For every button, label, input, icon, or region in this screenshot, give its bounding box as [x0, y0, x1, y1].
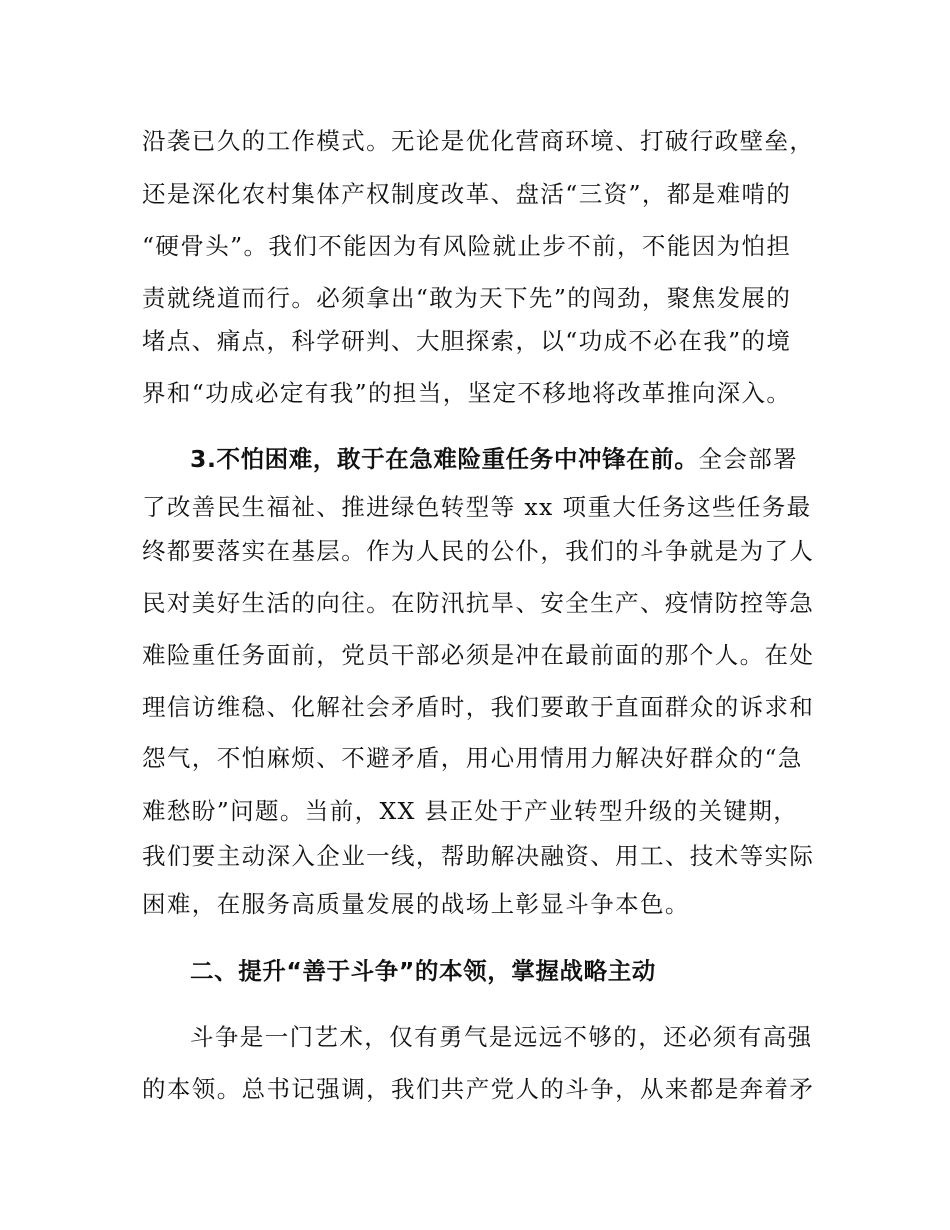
paragraph-line: 难险重任务面前，党员干部必须是冲在最前面的那个人。在处 [142, 641, 815, 669]
paragraph-line: 的本领。总书记强调，我们共产党人的斗争，从来都是奔着矛 [142, 1075, 815, 1103]
paragraph-line: 理信访维稳、化解社会矛盾时，我们要敢于直面群众的诉求和 [142, 693, 815, 721]
paragraph-line: 界和“功成必定有我”的担当，坚定不移地将改革推向深入。 [142, 379, 792, 407]
paragraph-line: 终都要落实在基层。作为人民的公仆，我们的斗争就是为了人 [142, 537, 815, 565]
section-3-title: 3.不怕困难，敢于在急难险重任务中冲锋在前。 [190, 445, 699, 473]
paragraph-line: 困难，在服务高质量发展的战场上彰显斗争本色。 [142, 890, 690, 918]
paragraph-line: 难愁盼”问题。当前，XX 县正处于产业转型升级的关键期， [142, 797, 799, 825]
paragraph-line: 我们要主动深入企业一线，帮助解决融资、用工、技术等实际 [142, 842, 815, 870]
paragraph-line: 还是深化农村集体产权制度改革、盘活“三资”，都是难啃的 [142, 180, 792, 208]
paragraph-line: 责就绕道而行。必须拿出“敢为天下先”的闯劲，聚焦发展的 [142, 284, 792, 312]
paragraph-line: “硬骨头”。我们不能因为有风险就止步不前，不能因为怕担 [142, 232, 792, 260]
section-3-first-line-rest: 全会部署 [698, 445, 799, 473]
section-3-first-line [190, 442, 870, 476]
paragraph-line: 斗争是一门艺术，仅有勇气是远远不够的，还必须有高强 [190, 1023, 813, 1051]
paragraph-line: 民对美好生活的向往。在防汛抗旱、安全生产、疫情防控等急 [142, 589, 815, 617]
paragraph-line: 堵点、痛点，科学研判、大胆探索，以“功成不必在我”的境 [142, 327, 792, 355]
paragraph-line: 怨气，不怕麻烦、不避矛盾，用心用情用力解决好群众的“急 [142, 744, 803, 772]
paragraph-line: 沿袭已久的工作模式。无论是优化营商环境、打破行政壁垒， [142, 127, 815, 155]
section-heading: 二、提升“善于斗争”的本领，掌握战略主动 [190, 957, 656, 985]
paragraph-line: 了改善民生福祉、推进绿色转型等 xx 项重大任务这些任务最 [142, 493, 812, 521]
